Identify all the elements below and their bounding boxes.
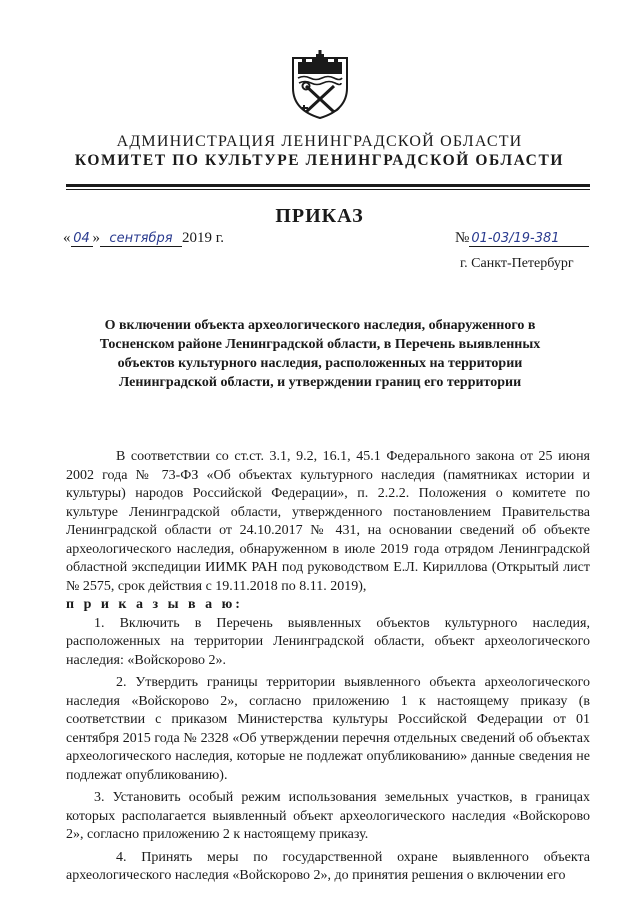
document-body xyxy=(66,448,590,886)
order-item-1: 1. Включить в Перечень выявленных объектов культурного наследия, расположенных на территории Ленинградской области, объект археологического наследия: «Войскорово 2». xyxy=(66,615,590,668)
number-prefix: № xyxy=(455,230,470,246)
document-city: г. Санкт-Петербург xyxy=(460,256,574,271)
document-subject xyxy=(72,316,568,392)
header-rule-thick xyxy=(66,184,590,187)
order-item-4: 4. Принять меры по государственной охране выявленного объекта археологического наследия «Войскорово 2», до принятия решения о включении его xyxy=(66,849,590,883)
header-rule-thin xyxy=(66,189,590,190)
subject-line: О включении объекта археологического наследия, обнаруженного в xyxy=(104,318,536,333)
order-word: п р и к а з ы в а ю: xyxy=(66,597,243,612)
subject-line: объектов культурного наследия, расположенных на территории xyxy=(117,356,523,371)
date-open-quote: « xyxy=(63,230,71,246)
date-day-handwritten: 04 xyxy=(71,231,93,247)
date-close-quote: » xyxy=(92,230,100,246)
document-number xyxy=(455,230,589,247)
org-line-administration: АДМИНИСТРАЦИЯ ЛЕНИНГРАДСКОЙ ОБЛАСТИ xyxy=(116,133,523,150)
order-item-3: 3. Установить особый режим использования земельных участков, в границах которых располагается выявленный объект археологического наследия «Войскорово 2», согласно приложению 2 к настоящему приказу. xyxy=(66,790,590,842)
subject-line: Ленинградской области, и утверждении границ его территории xyxy=(118,375,522,390)
order-item-2: 2. Утвердить границы территории выявленного объекта археологического наследия «Войскорово 2», согласно приложению 1 к настоящему приказу (в соответствии с приказом Министерства культуры Российской Федерации от 01 сентября 2015 года № 2328 «Об утверждении перечня отдельных сведений об объектах археологического наследия, которые не подлежат опубликованию» данные сведения не подлежат опубликованию). xyxy=(66,675,590,783)
date-year: 2019 г. xyxy=(182,230,224,246)
document-title: ПРИКАЗ xyxy=(275,205,364,227)
subject-line: Тосненском районе Ленинградской области, в Перечень выявленных xyxy=(99,337,541,352)
date-month-handwritten: сентября xyxy=(100,231,182,247)
coat-of-arms-icon xyxy=(290,48,350,120)
document-date xyxy=(63,230,224,247)
org-line-committee: КОМИТЕТ ПО КУЛЬТУРЕ ЛЕНИНГРАДСКОЙ ОБЛАСТИ xyxy=(74,152,565,169)
preamble-paragraph: В соответствии со ст.ст. 3.1, 9.2, 16.1, 45.1 Федерального закона от 25 июня 2002 года № 73-ФЗ «Об объектах культурного наследия (памятниках истории и культуры) народов Российской Федерации», п. 2.2.2. Положения о комитете по культуре Ленинградской области, утвержденного постановлением Правительства Ленинградской области от 24.10.2017 № 431, на основании сведений об объекте археологического наследия, обнаруженном в июле 2019 года отрядом Ленинградской областной экспедиции ИИМК РАН под руководством Е.Л. Кириллова (Открытый лист № 2575, срок действия с 19.11.2018 по 8.11. 2019), xyxy=(66,449,590,594)
number-handwritten: 01-03/19-381 xyxy=(469,231,589,247)
